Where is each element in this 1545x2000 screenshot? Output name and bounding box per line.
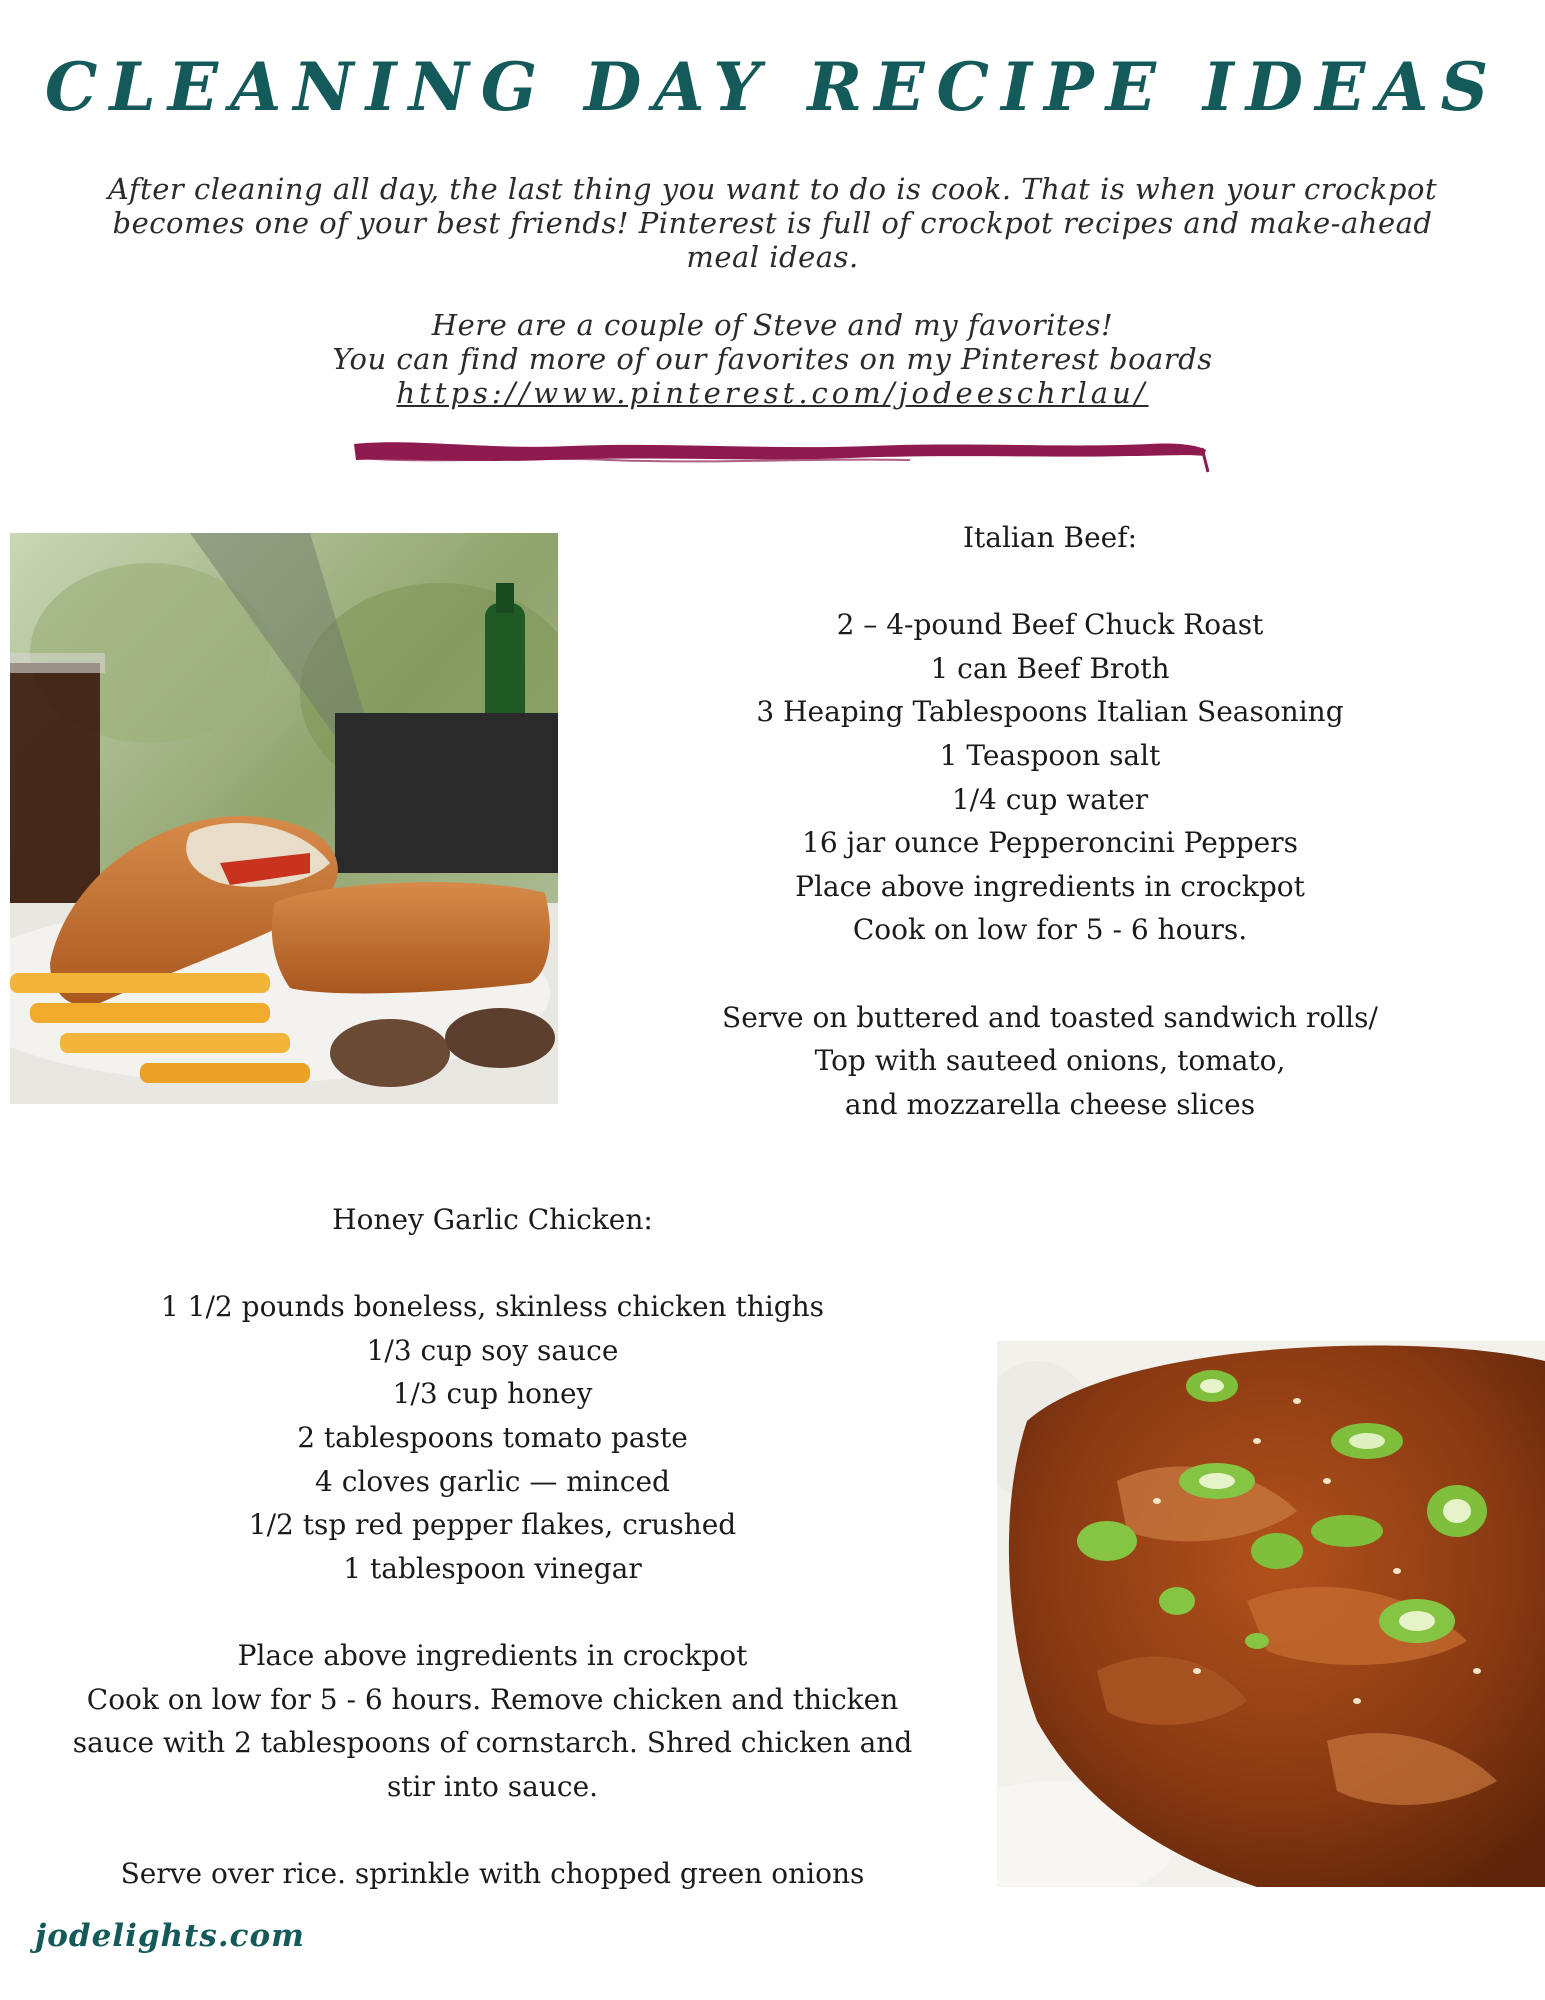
- intro-text: [90, 172, 1455, 410]
- ingredient-line: 16 jar ounce Pepperoncini Peppers: [802, 826, 1298, 860]
- instruction-line: Cook on low for 5 - 6 hours.: [852, 913, 1248, 947]
- intro-favorites-line: Here are a couple of Steve and my favorites!: [431, 308, 1114, 342]
- recipe-heading: Italian Beef:: [962, 521, 1138, 554]
- ingredient-line: 1/4 cup water: [951, 782, 1149, 816]
- site-name[interactable]: jodelights.com: [35, 1918, 305, 1954]
- serving-line: Serve on buttered and toasted sandwich rolls/: [722, 1000, 1378, 1034]
- ingredient-line: 1/3 cup soy sauce: [366, 1333, 619, 1367]
- ingredient-line: 2 – 4-pound Beef Chuck Roast: [836, 608, 1264, 642]
- instruction-line: stir into sauce.: [386, 1769, 599, 1803]
- honey-garlic-chicken-photo: [997, 1341, 1545, 1887]
- ingredient-line: 1/2 tsp red pepper flakes, crushed: [248, 1508, 737, 1542]
- ingredient-line: 1 1/2 pounds boneless, skinless chicken thighs: [160, 1290, 825, 1324]
- instruction-line: sauce with 2 tablespoons of cornstarch. Shred chicken and: [72, 1726, 913, 1760]
- serving-line: Top with sauteed onions, tomato,: [814, 1044, 1286, 1078]
- ingredient-line: 1 tablespoon vinegar: [343, 1551, 642, 1585]
- intro-paragraph: After cleaning all day, the last thing you want to do is cook. That is when your crockpot becomes one of your best friends! Pinterest is full of crockpot recipes and make-ahead meal ideas.: [107, 172, 1438, 274]
- instruction-line: Place above ingredients in crockpot: [237, 1638, 748, 1672]
- page-title: CLEANING DAY RECIPE IDEAS: [44, 48, 1501, 126]
- ingredient-line: 1/3 cup honey: [392, 1377, 593, 1411]
- pinterest-link[interactable]: https://www.pinterest.com/jodeeschrlau/: [396, 376, 1149, 410]
- italian-beef-recipe: [640, 516, 1460, 1126]
- ingredient-line: 4 cloves garlic — minced: [315, 1464, 670, 1498]
- serving-line: Serve over rice. sprinkle with chopped green onions: [120, 1856, 865, 1890]
- ingredient-line: 3 Heaping Tablespoons Italian Seasoning: [756, 695, 1344, 729]
- intro-pinterest-line: You can find more of our favorites on my Pinterest boards: [332, 342, 1213, 376]
- brush-divider: [350, 430, 1210, 476]
- ingredient-line: 1 can Beef Broth: [930, 651, 1170, 685]
- honey-garlic-chicken-recipe: [0, 1198, 985, 1896]
- ingredient-line: 2 tablespoons tomato paste: [297, 1420, 688, 1454]
- instruction-line: Cook on low for 5 - 6 hours. Remove chicken and thicken: [86, 1682, 899, 1716]
- ingredient-line: 1 Teaspoon salt: [939, 738, 1161, 772]
- instruction-line: Place above ingredients in crockpot: [795, 869, 1305, 903]
- recipe-heading: Honey Garlic Chicken:: [332, 1203, 653, 1236]
- serving-line: and mozzarella cheese slices: [844, 1087, 1256, 1121]
- italian-beef-sandwich-photo: [10, 533, 558, 1104]
